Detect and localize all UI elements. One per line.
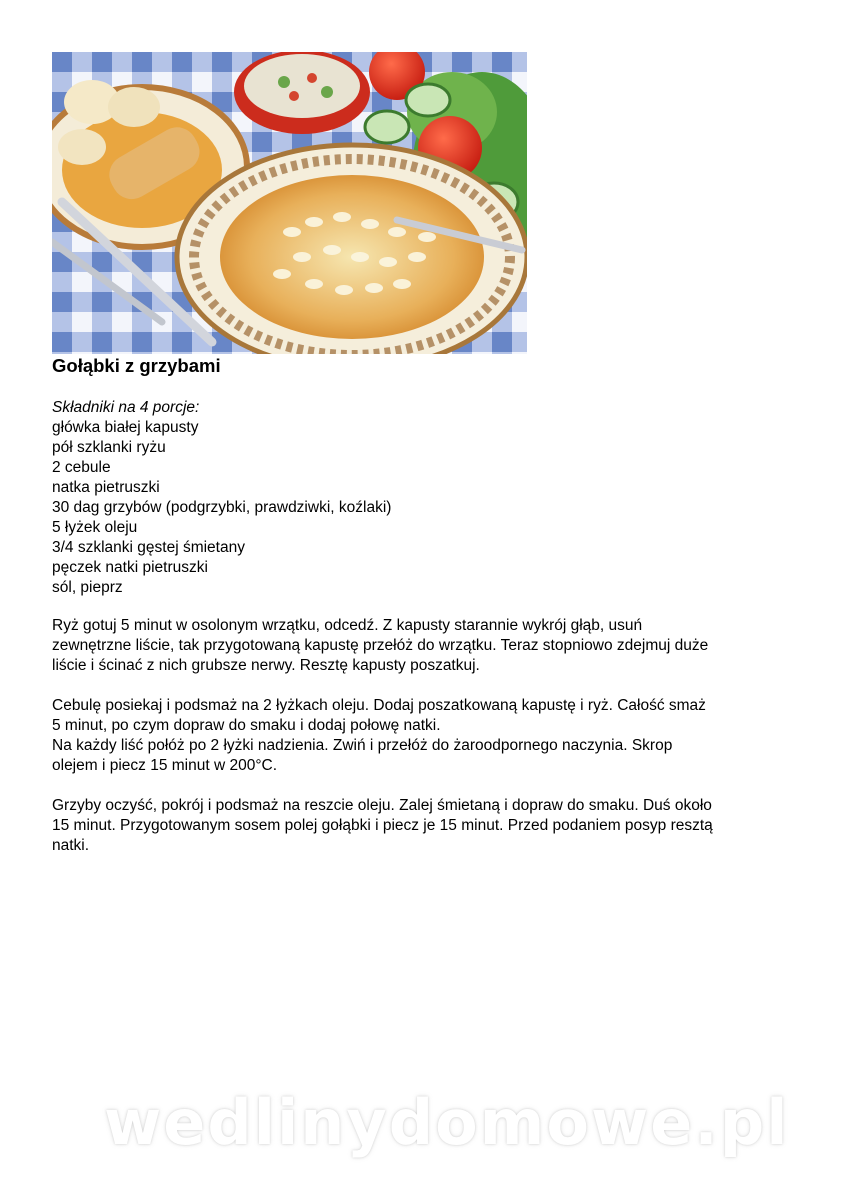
recipe-photo: [52, 52, 527, 354]
instruction-line: Ryż gotuj 5 minut w osolonym wrzątku, odcedź. Z kapusty starannie wykrój głąb, usuń: [52, 617, 643, 634]
instruction-paragraph: [52, 616, 812, 676]
ingredients-heading: Składniki na 4 porcje:: [52, 399, 200, 416]
ingredient-item: pęczek natki pietruszki: [52, 559, 208, 576]
instruction-line: Cebulę posiekaj i podsmaż na 2 łyżkach oleju. Dodaj poszatkowaną kapustę i ryż. Całość smaż: [52, 697, 706, 714]
ingredient-item: pół szklanki ryżu: [52, 439, 166, 456]
ingredient-item: 2 cebule: [52, 459, 111, 476]
ingredient-item: główka białej kapusty: [52, 419, 199, 436]
instruction-line: Grzyby oczyść, pokrój i podsmaż na reszcie oleju. Zalej śmietaną i dopraw do smaku. Duś około: [52, 797, 712, 814]
instruction-line: 5 minut, po czym dopraw do smaku i dodaj połowę natki.: [52, 717, 441, 734]
site-watermark: wedlinydomowe.pl: [104, 1086, 790, 1159]
food-photo-icon: [52, 52, 527, 354]
instruction-line: liście i ścinać z nich grubsze nerwy. Resztę kapusty poszatkuj.: [52, 657, 480, 674]
instruction-paragraph: [52, 696, 812, 776]
instruction-line: natki.: [52, 837, 90, 854]
instruction-line: Na każdy liść połóż po 2 łyżki nadzienia. Zwiń i przełóż do żaroodpornego naczynia. Skrop: [52, 737, 673, 754]
ingredient-item: sól, pieprz: [52, 579, 123, 596]
instruction-line: zewnętrzne liście, tak przygotowaną kapustę przełóż do wrzątku. Teraz stopniowo zdejmuj duże: [52, 637, 709, 654]
ingredient-item: natka pietruszki: [52, 479, 160, 496]
ingredient-item: 30 dag grzybów (podgrzybki, prawdziwki, koźlaki): [52, 499, 392, 516]
ingredient-item: 5 łyżek oleju: [52, 519, 138, 536]
recipe-title: Gołąbki z grzybami: [52, 355, 221, 376]
instruction-line: 15 minut. Przygotowanym sosem polej gołąbki i piecz je 15 minut. Przed podaniem posyp resztą: [52, 817, 713, 834]
instruction-line: olejem i piecz 15 minut w 200°C.: [52, 757, 278, 774]
ingredients-list: [52, 418, 391, 598]
instructions-section: [52, 616, 812, 876]
instruction-paragraph: [52, 796, 812, 856]
ingredient-item: 3/4 szklanki gęstej śmietany: [52, 539, 245, 556]
ingredients-section: [52, 398, 391, 598]
